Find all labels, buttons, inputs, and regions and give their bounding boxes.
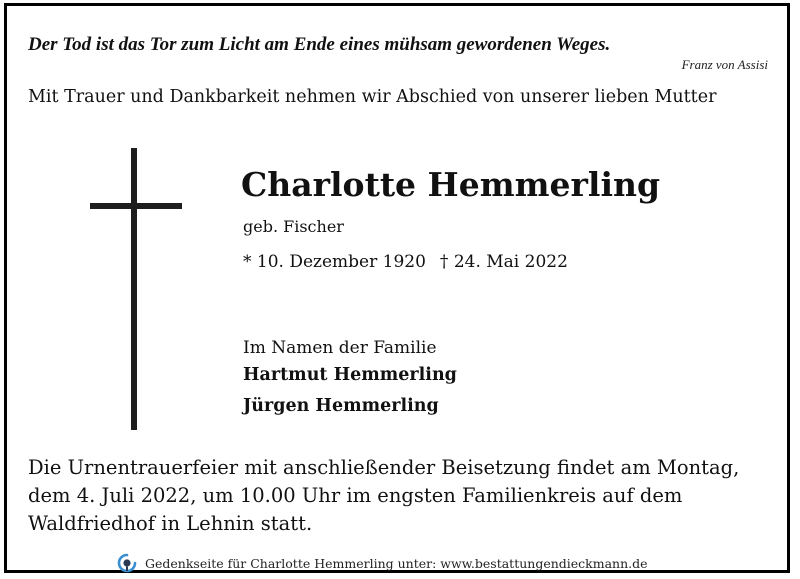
life-dates <box>243 252 568 272</box>
family-member: Jürgen Hemmerling <box>243 396 439 416</box>
quote-author: Franz von Assisi <box>681 57 768 72</box>
ceremony-line: dem 4. Juli 2022, um 10.00 Uhr im engsten Familienkreis auf dem <box>28 484 683 507</box>
family-label: Im Namen der Familie <box>243 338 437 358</box>
maiden-name: geb. Fischer <box>243 217 344 236</box>
cross-vertical-bar <box>131 148 137 430</box>
memorial-page-link[interactable]: Gedenkseite für Charlotte Hemmerling unter: www.bestattungendieckmann.de <box>145 555 648 571</box>
birth-date: * 10. Dezember 1920 <box>243 252 426 272</box>
intro-text: Mit Trauer und Dankbarkeit nehmen wir Abschied von unserer lieben Mutter <box>28 87 717 107</box>
ceremony-line: Waldfriedhof in Lehnin statt. <box>28 512 313 535</box>
cross-horizontal-bar <box>90 203 182 209</box>
deceased-name: Charlotte Hemmerling <box>241 165 661 204</box>
memorial-page-footer <box>117 552 648 574</box>
family-member: Hartmut Hemmerling <box>243 365 457 385</box>
death-date: † 24. Mai 2022 <box>439 252 568 272</box>
quote-text: Der Tod ist das Tor zum Licht am Ende eines mühsam gewordenen Weges. <box>28 34 611 55</box>
ceremony-line: Die Urnentrauerfeier mit anschließender Beisetzung findet am Montag, <box>28 456 740 479</box>
cross-icon <box>90 148 182 430</box>
ceremony-notice <box>28 454 768 538</box>
memorial-logo-icon <box>117 553 137 573</box>
